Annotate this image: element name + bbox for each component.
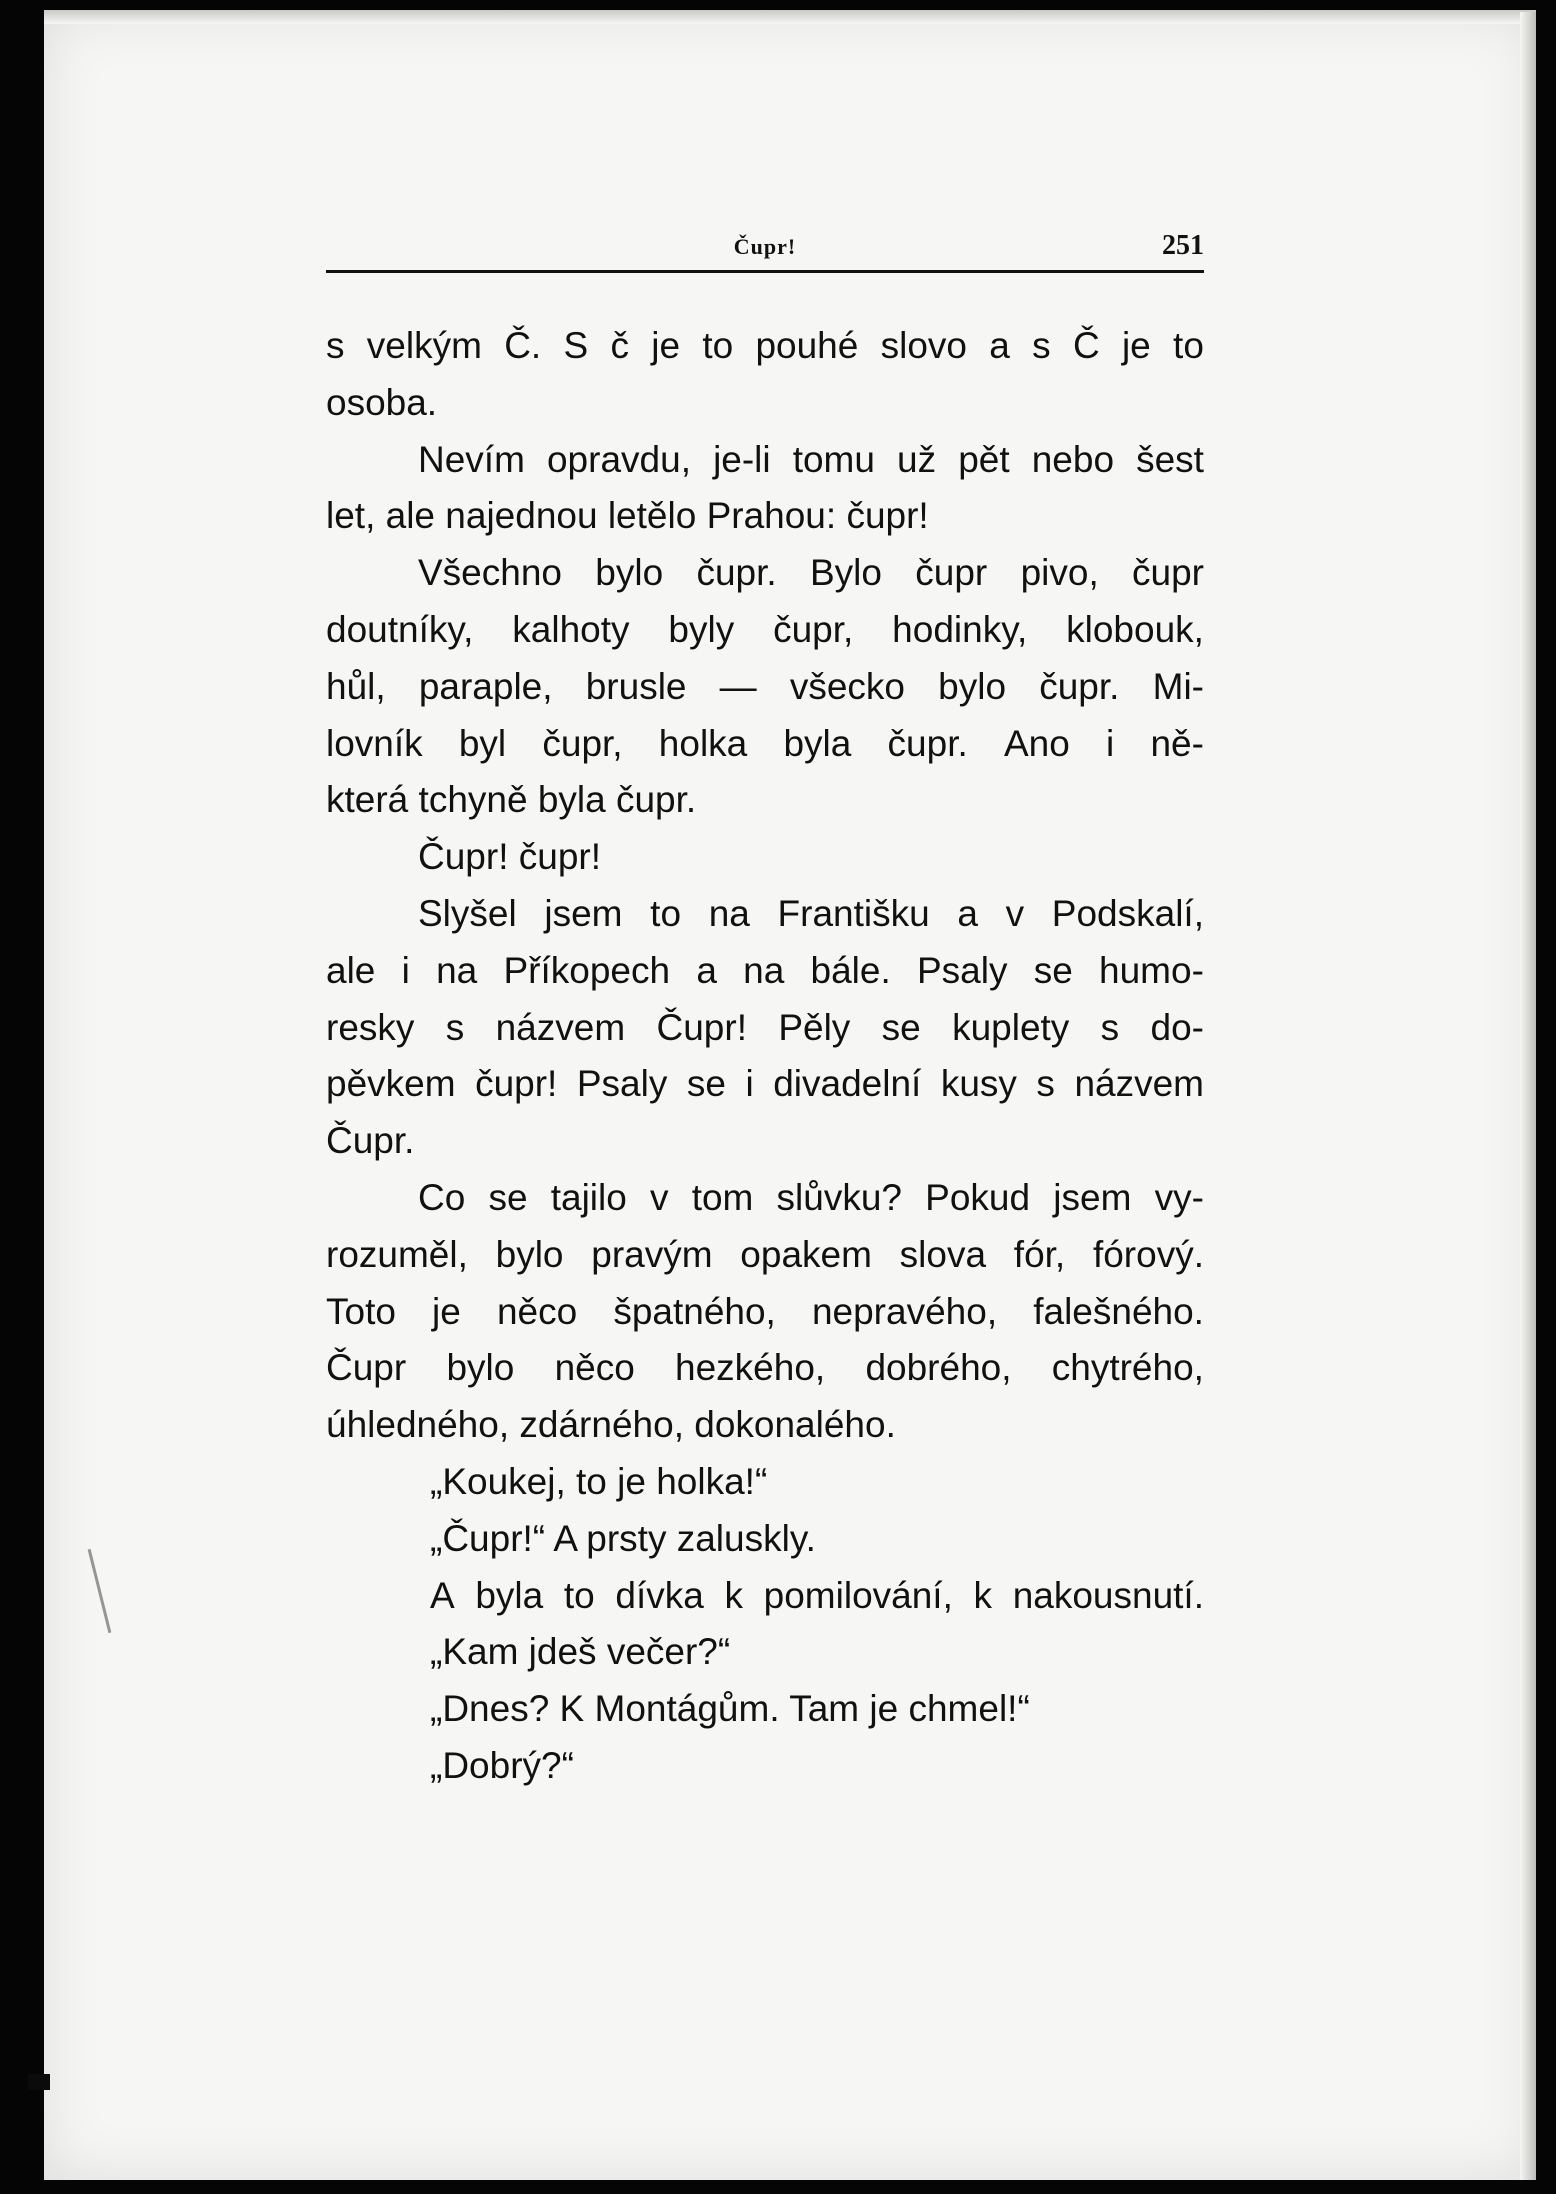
text-line: „Kam jdeš večer?“ xyxy=(430,1631,731,1673)
text-line: lovník byl čupr, holka byla čupr. Ano i ně- xyxy=(326,722,1204,764)
text-line: úhledného, zdárného, dokonalého. xyxy=(326,1404,896,1446)
text-line: „Koukej, to je holka!“ xyxy=(430,1460,768,1502)
text-line: Všechno bylo čupr. Bylo čupr pivo, čupr xyxy=(418,552,1204,594)
text-line: hůl, paraple, brusle — všecko bylo čupr. Mi- xyxy=(326,665,1204,707)
text-line: pěvkem čupr! Psaly se i divadelní kusy s názvem xyxy=(326,1063,1204,1105)
text-line: osoba. xyxy=(326,381,438,423)
scan-edge-mark xyxy=(28,2074,50,2090)
text-line: Čupr. xyxy=(326,1120,415,1162)
page-right-edge-shadow xyxy=(1520,12,1536,2180)
text-line: Nevím opravdu, je-li tomu už pět nebo šest xyxy=(418,438,1204,480)
text-line: resky s názvem Čupr! Pěly se kuplety s do- xyxy=(326,1006,1204,1048)
text-line: let, ale najednou letělo Prahou: čupr! xyxy=(326,495,929,537)
text-line: Toto je něco špatného, nepravého, falešného. xyxy=(326,1290,1204,1332)
text-line: která tchyně byla čupr. xyxy=(326,779,697,821)
page-header xyxy=(326,226,1204,273)
text-line: A byla to dívka k pomilování, k nakousnutí. xyxy=(430,1574,1204,1616)
text-line: „Dnes? K Montágům. Tam je chmel!“ xyxy=(430,1688,1030,1730)
text-line: Čupr! čupr! xyxy=(418,836,602,878)
page-top-edge xyxy=(44,10,1536,24)
text-line: „Dobrý?“ xyxy=(430,1744,574,1786)
text-line: Co se tajilo v tom slůvku? Pokud jsem vy- xyxy=(418,1176,1204,1218)
body-text xyxy=(326,318,1204,1795)
text-line: s velkým Č. S č je to pouhé slovo a s Č je to xyxy=(326,325,1204,366)
running-title: Čupr! xyxy=(733,234,797,259)
text-line: „Čupr!“ A prsty zaluskly. xyxy=(430,1517,816,1559)
text-line: doutníky, kalhoty byly čupr, hodinky, klobouk, xyxy=(326,608,1204,650)
text-line: Slyšel jsem to na Františku a v Podskalí, xyxy=(418,892,1204,934)
text-line: Čupr bylo něco hezkého, dobrého, chytrého, xyxy=(326,1347,1204,1389)
text-line: rozuměl, bylo pravým opakem slova fór, fórový. xyxy=(326,1233,1204,1275)
page-number: 251 xyxy=(1162,230,1204,261)
text-line: ale i na Příkopech a na bále. Psaly se humo- xyxy=(326,949,1204,991)
